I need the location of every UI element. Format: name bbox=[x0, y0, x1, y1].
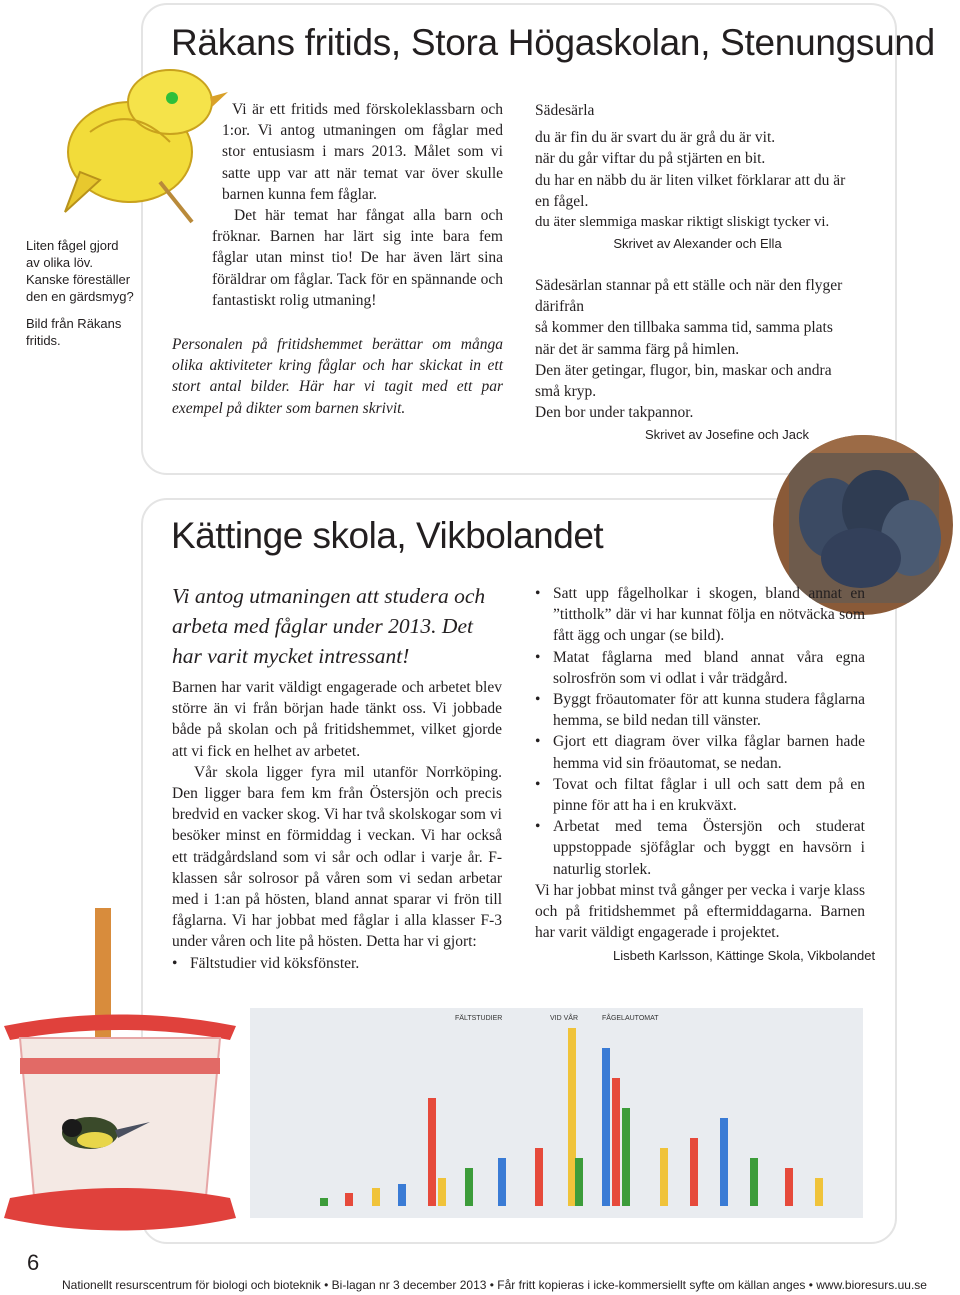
section-1-intro bbox=[172, 99, 503, 311]
poem-1-title: Sädesärla bbox=[535, 102, 595, 119]
poem-1-author: Skrivet av Alexander och Ella bbox=[613, 236, 782, 252]
section-2-title: Kättinge skola, Vikbolandet bbox=[171, 515, 604, 556]
chart-header-mid: VID VÅR bbox=[550, 1015, 579, 1022]
caption-credit: Bild från Räkans fritids. bbox=[26, 316, 122, 348]
poem-2 bbox=[535, 275, 853, 444]
poem-2-author: Skrivet av Josefine och Jack bbox=[645, 427, 810, 443]
leaf-bird-caption bbox=[26, 237, 134, 349]
body-paragraph: Barnen har varit väldigt engagerade och arbetet blev större än vi från början hade tänkt oss. Vi jobbade både på skolan och på fritidshemmet, vilket gjorde att vi fick en helhet av arbetet. bbox=[172, 679, 502, 760]
chart-header-right: FÅGELAUTOMAT bbox=[602, 1015, 659, 1022]
poem-line: när du går viftar du på stjärten en bit. bbox=[535, 150, 766, 168]
activity-item: • Byggt fröautomater för att kunna studera fåglarna hemma, se bild nedan till vänster. bbox=[535, 689, 865, 731]
activity-item: • Gjort ett diagram över vilka fåglar barnen hade hemma vid sin fröautomat, se nedan. bbox=[535, 731, 865, 773]
poem-line: Sädesärlan stannar på ett ställe och när den flyger därifrån bbox=[535, 277, 843, 316]
page-number: 6 bbox=[27, 1250, 40, 1275]
intro-paragraph: Det här temat har fångat alla barn och fröknar. Barnen har lärt sig inte bara fem fåglar utan minst tio! De har även lärt sina föräldrar om fåglar. Tack för en spännande och fantastiskt rolig utmaning! bbox=[212, 207, 503, 309]
section-1-title: Räkans fritids, Stora Högaskolan, Stenungsund bbox=[171, 22, 935, 63]
chart-header-left: FÄLTSTUDIER bbox=[455, 1015, 503, 1022]
body-paragraph: Vår skola ligger fyra mil utanför Norrköping. Den ligger bara fem km från Östersjön och precis bredvid en vacker skog. Vi har två skolskogar som vi besöker minst en förmiddag i veckan. Vi har också ett trädgårdsland som vi sår och odlar i varje år. F-klassen sår solrosor på våren som vi sedan arbetar med i 1:an på hösten, bland annat sparar vi frön till fåglarna. Vi har jobbat med fåglar i alla klasser F-3 under våren och lite på hösten. Detta har vi gjort: bbox=[172, 763, 502, 951]
poem-line: du är fin du är svart du är grå du är vit. bbox=[535, 129, 776, 147]
activity-item: • Arbetat med tema Östersjön och studerat uppstoppade sjöfåglar och byggt en havsörn i naturlig storlek. bbox=[535, 816, 865, 880]
footer-text: Nationellt resurscentrum för biologi och bioteknik • Bi-lagan nr 3 december 2013 • Får fritt kopieras i icke-kommersiellt syfte om källan anges • www.bioresurs.uu.se bbox=[62, 1278, 927, 1292]
bird-feeder-photo bbox=[0, 908, 240, 1238]
bird-diagram-photo bbox=[250, 1008, 863, 1218]
section-2-author: Lisbeth Karlsson, Kättinge Skola, Vikbolandet bbox=[613, 948, 876, 964]
activities-list bbox=[535, 583, 876, 965]
activity-item: • Fältstudier vid köksfönster. bbox=[172, 953, 502, 974]
poem-line: så kommer den tillbaka samma tid, samma plats när det är samma färg på himlen. bbox=[535, 319, 833, 358]
closing-paragraph: Vi har jobbat minst två gånger per vecka i varje klass och på fritidshemmet på eftermiddagarna. Barnen har varit väldigt engagerade i projektet. bbox=[535, 881, 865, 942]
section-2-lead: Vi antog utmaningen att studera och arbeta med fåglar under 2013. Det har varit mycket intressant! bbox=[172, 584, 486, 668]
staff-note: Personalen på fritidshemmet berättar om många olika aktiviteter kring fåglar och har skickat in ett stort antal bilder. Här har vi tagit med ett par exempel på dikter som barnen skrivit. bbox=[172, 336, 503, 417]
activity-item: • Matat fåglarna med bland annat våra egna solrosfrön som vi odlat i vår trädgård. bbox=[535, 647, 865, 689]
activity-item: • Satt upp fågelholkar i skogen, bland annat en ”tittholk” där vi har kunnat följa en nötväcka som fått ägg och ungar (se bild). bbox=[535, 583, 865, 647]
poem-line: du äter slemmiga maskar riktigt sliskigt tycker vi. bbox=[535, 214, 830, 231]
poem-line: du har en näbb du är liten vilket förklarar att du är en fågel. bbox=[535, 171, 846, 210]
activity-item: • Tovat och filtat fåglar i ull och satt dem på en pinne för att ha i en krukväxt. bbox=[535, 774, 865, 816]
caption-text: Liten fågel gjord av olika löv. Kanske föreställer den en gärdsmyg? bbox=[26, 238, 134, 304]
poem-line: Den bor under takpannor. bbox=[535, 404, 694, 422]
poem-1 bbox=[535, 100, 860, 253]
intro-paragraph: Vi är ett fritids med förskoleklassbarn och 1:or. Vi antog utmaningen om fåglar med stor entusiasm i mars 2013. Målet som vi satte upp var att när temat var över skulle barnen kunna fem fåglar. bbox=[222, 101, 503, 203]
poem-line: Den äter getingar, flugor, bin, maskar och andra små kryp. bbox=[535, 361, 832, 401]
